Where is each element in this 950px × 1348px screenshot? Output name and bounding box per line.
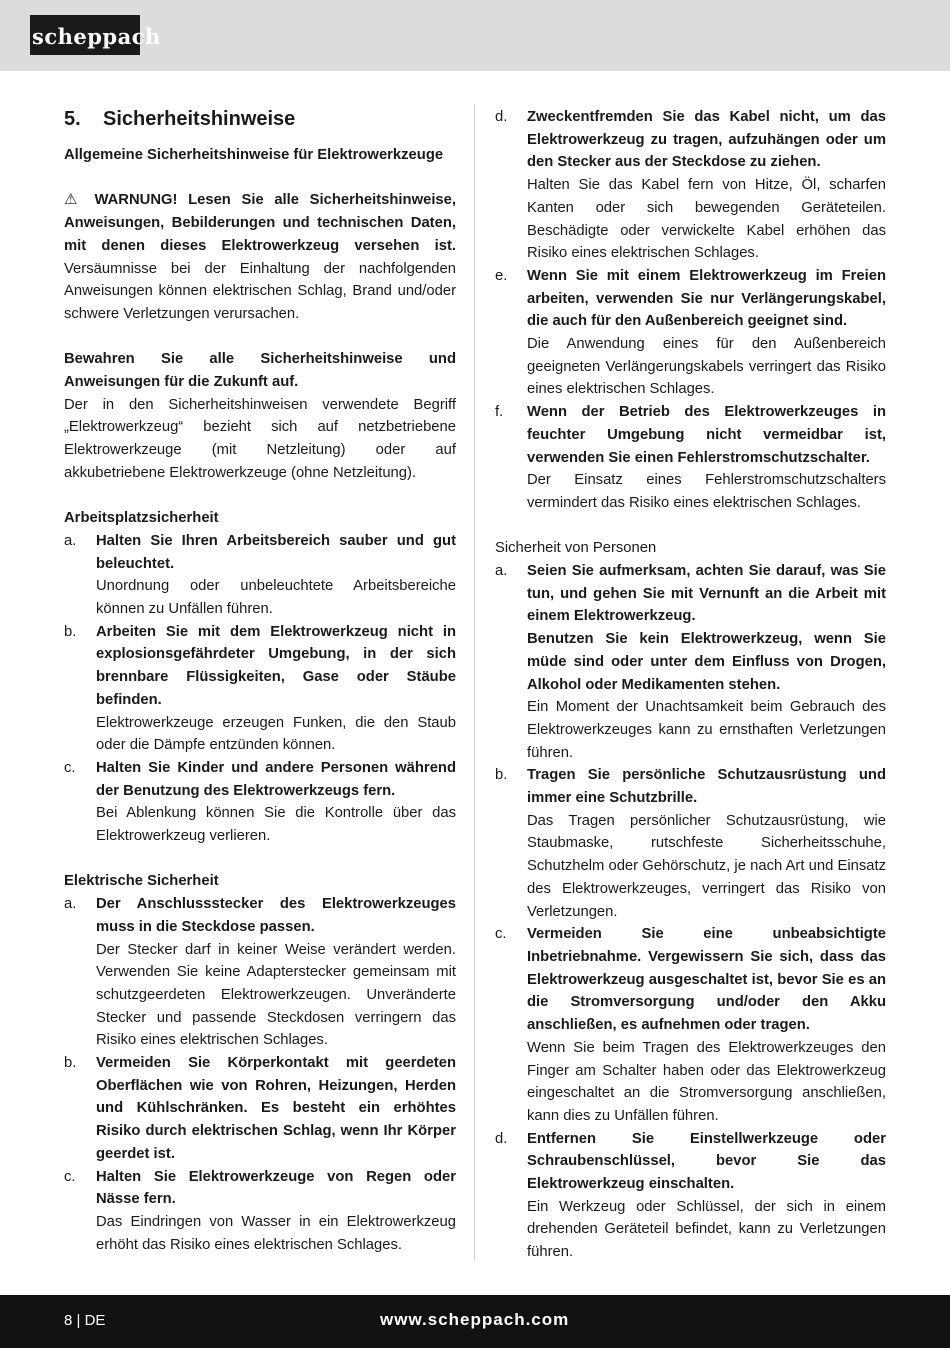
item-label: a. [495, 563, 508, 580]
warning-text: Versäumnisse bei der Einhaltung der nachfolgenden Anweisungen können elektrischen Schlag, Brand und/oder schwere Verletzungen verursachen. [64, 260, 456, 322]
item-text: Ein Moment der Unachtsamkeit beim Gebrauch des Elektrowerkzeuges kann zu ernsthaften Verletzungen führen. [527, 699, 886, 761]
item-label: a. [64, 896, 77, 913]
item-bold: Entfernen Sie Einstellwerkzeuge oder Schraubenschlüssel, bevor Sie das Elektrowerkzeug einschalten. [527, 1130, 886, 1193]
list-item [495, 106, 886, 265]
item-bold: Seien Sie aufmerksam, achten Sie darauf, was Sie tun, und gehen Sie mit Vernunft an die Arbeit mit einem Elektrowerkzeug. [527, 563, 886, 625]
general-heading: Allgemeine Sicherheitshinweise für Elektrowerkzeuge [64, 147, 444, 163]
list-item [495, 401, 886, 515]
item-bold: Vermeiden Sie eine unbeabsichtigte Inbetriebnahme. Vergewissern Sie sich, dass das Elektrowerkzeug ausgeschaltet ist, bevor Sie es an die Stromversorgung und/oder den Akku anschließen, es aufnehmen oder tragen. [527, 926, 886, 1034]
item-bold: Halten Sie Elektrowerkzeuge von Regen oder Nässe fern. [96, 1168, 456, 1208]
column-divider [474, 104, 475, 1261]
work-heading: Arbeitsplatzsicherheit [64, 510, 219, 527]
list-item [495, 1128, 886, 1264]
list-item [495, 923, 886, 1127]
item-text: Der Stecker darf in keiner Weise verändert werden. Verwenden Sie keine Adapterstecker gemeinsam mit schutzgeerdeten Elektrowerkzeugen. Unveränderte Stecker und passende Steckdosen verringern das Risiko eines elektrischen Schlages. [96, 941, 456, 1049]
item-bold: Wenn Sie mit einem Elektrowerkzeug im Freien arbeiten, verwenden Sie nur Verlängerungskabel, die auch für den Außenbereich geeignet sind. [527, 267, 886, 330]
item-bold: Halten Sie Kinder und andere Personen während der Benutzung des Elektrowerkzeugs fern. [96, 759, 456, 799]
item-label: f. [495, 404, 504, 421]
item-bold: Arbeiten Sie mit dem Elektrowerkzeug nicht in explosionsgefährdeter Umgebung, in der sich brennbare Flüssigkeiten, Gase oder Stäube befinden. [96, 623, 456, 708]
item-text: Halten Sie das Kabel fern von Hitze, Öl, scharfen Kanten oder sich bewegenden Geräteteilen. Beschädigte oder verwickelte Kabel erhöhen das Risiko eines elektrischen Schlages. [527, 177, 886, 262]
left-column [64, 106, 456, 1256]
item-text: Ein Werkzeug oder Schlüssel, der sich in einem drehenden Geräteteil befindet, kann zu Verletzungen führen. [527, 1198, 886, 1261]
list-item [64, 621, 456, 757]
list-item [64, 1052, 456, 1166]
list-item [64, 757, 456, 848]
item-text: Elektrowerkzeuge erzeugen Funken, die den Staub oder die Dämpfe entzünden können. [96, 714, 456, 754]
item-label: b. [495, 767, 508, 784]
item-text: Bei Ablenkung können Sie die Kontrolle über das Elektrowerkzeug verlieren. [96, 805, 456, 845]
item-text: Das Eindringen von Wasser in ein Elektrowerkzeug erhöht das Risiko eines elektrischen Schlages. [96, 1213, 456, 1253]
right-column [495, 106, 886, 1264]
scheppach-logo: scheppach [30, 15, 140, 55]
item-text: Das Tragen persönlicher Schutzausrüstung, wie Staubmaske, rutschfeste Sicherheitsschuhe, Schutzhelm oder Gehörschutz, je nach Art und Einsatz des Elektrowerkzeuges, verringert das Risiko von Verletzungen. [527, 812, 886, 920]
section-title-text: Sicherheitshinweise [103, 108, 296, 130]
list-item [495, 560, 886, 764]
list-item [64, 893, 456, 1052]
item-label: b. [64, 1055, 77, 1072]
item-label: b. [64, 623, 77, 640]
list-item [495, 764, 886, 923]
item-text: Wenn Sie beim Tragen des Elektrowerkzeuges den Finger am Schalter haben oder das Elektrowerkzeug eingeschaltet an die Stromversorgung anschließen, kann dies zu Unfällen führen. [527, 1039, 886, 1124]
item-label: e. [495, 267, 508, 284]
warning-icon: ⚠ [64, 192, 84, 209]
item-bold: Halten Sie Ihren Arbeitsbereich sauber und gut beleuchtet. [96, 532, 456, 572]
item-label: c. [495, 926, 507, 943]
warning-bold: WARNUNG! Lesen Sie alle Sicherheitshinweise, Anweisungen, Bebilderungen und technischen Daten, mit denen dieses Elektrowerkzeug versehen ist. [64, 192, 457, 254]
item-label: d. [495, 1130, 508, 1147]
keep-paragraph [64, 348, 456, 484]
keep-text: Der in den Sicherheitshinweisen verwendete Begriff „Elektrowerkzeug“ bezieht sich auf netzbetriebene Elektrowerkzeuge (mit Netzleitung) oder auf akkubetriebene Elektrowerkzeuge (ohne Netzleitung). [64, 396, 456, 481]
warning-paragraph [64, 189, 456, 325]
item-label: c. [64, 1168, 76, 1185]
item-bold: Zweckentfremden Sie das Kabel nicht, um das Elektrowerkzeug zu tragen, aufzuhängen oder um den Stecker aus der Steckdose zu ziehen. [527, 109, 886, 171]
item-text: Die Anwendung eines für den Außenbereich geeigneten Verlängerungskabels verringert das Risiko eines elektrischen Schlages. [527, 336, 886, 398]
page-header [0, 0, 950, 71]
page-number: 8 | DE [64, 1312, 106, 1329]
item-bold: Tragen Sie persönliche Schutzausrüstung und immer eine Schutzbrille. [527, 767, 886, 807]
page-footer [0, 1295, 950, 1348]
section-number: 5. [64, 108, 81, 130]
item-text: Der Einsatz eines Fehlerstromschutzschalters vermindert das Risiko eines elektrischen Schlages. [527, 472, 886, 511]
item-label: c. [64, 759, 76, 776]
list-item [64, 1166, 456, 1257]
item-bold: Vermeiden Sie Körperkontakt mit geerdeten Oberflächen wie von Rohren, Heizungen, Herden und Kühlschränken. Es besteht ein erhöhtes Risiko durch elektrischen Schlag, wenn Ihr Körper geerdet ist. [96, 1055, 456, 1162]
persons-heading: Sicherheit von Personen [495, 540, 657, 557]
section-title [64, 106, 456, 132]
item-text: Unordnung oder unbeleuchtete Arbeitsbereiche können zu Unfällen führen. [96, 578, 456, 618]
elec-heading: Elektrische Sicherheit [64, 873, 219, 890]
item-bold: Der Anschlussstecker des Elektrowerkzeuges muss in die Steckdose passen. [96, 896, 456, 935]
website-link[interactable]: www.scheppach.com [380, 1310, 570, 1329]
list-item [495, 265, 886, 401]
list-item [64, 530, 456, 621]
keep-bold: Bewahren Sie alle Sicherheitshinweise und Anweisungen für die Zukunft auf. [64, 351, 456, 390]
item-bold-2: Benutzen Sie kein Elektrowerkzeug, wenn Sie müde sind oder unter dem Einfluss von Drogen, Alkohol oder Medikamenten stehen. [527, 631, 886, 693]
item-label: d. [495, 109, 508, 125]
item-bold: Wenn der Betrieb des Elektrowerkzeuges in feuchter Umgebung nicht vermeidbar ist, verwenden Sie einen Fehlerstromschutzschalter. [527, 404, 886, 466]
item-label: a. [64, 532, 77, 549]
